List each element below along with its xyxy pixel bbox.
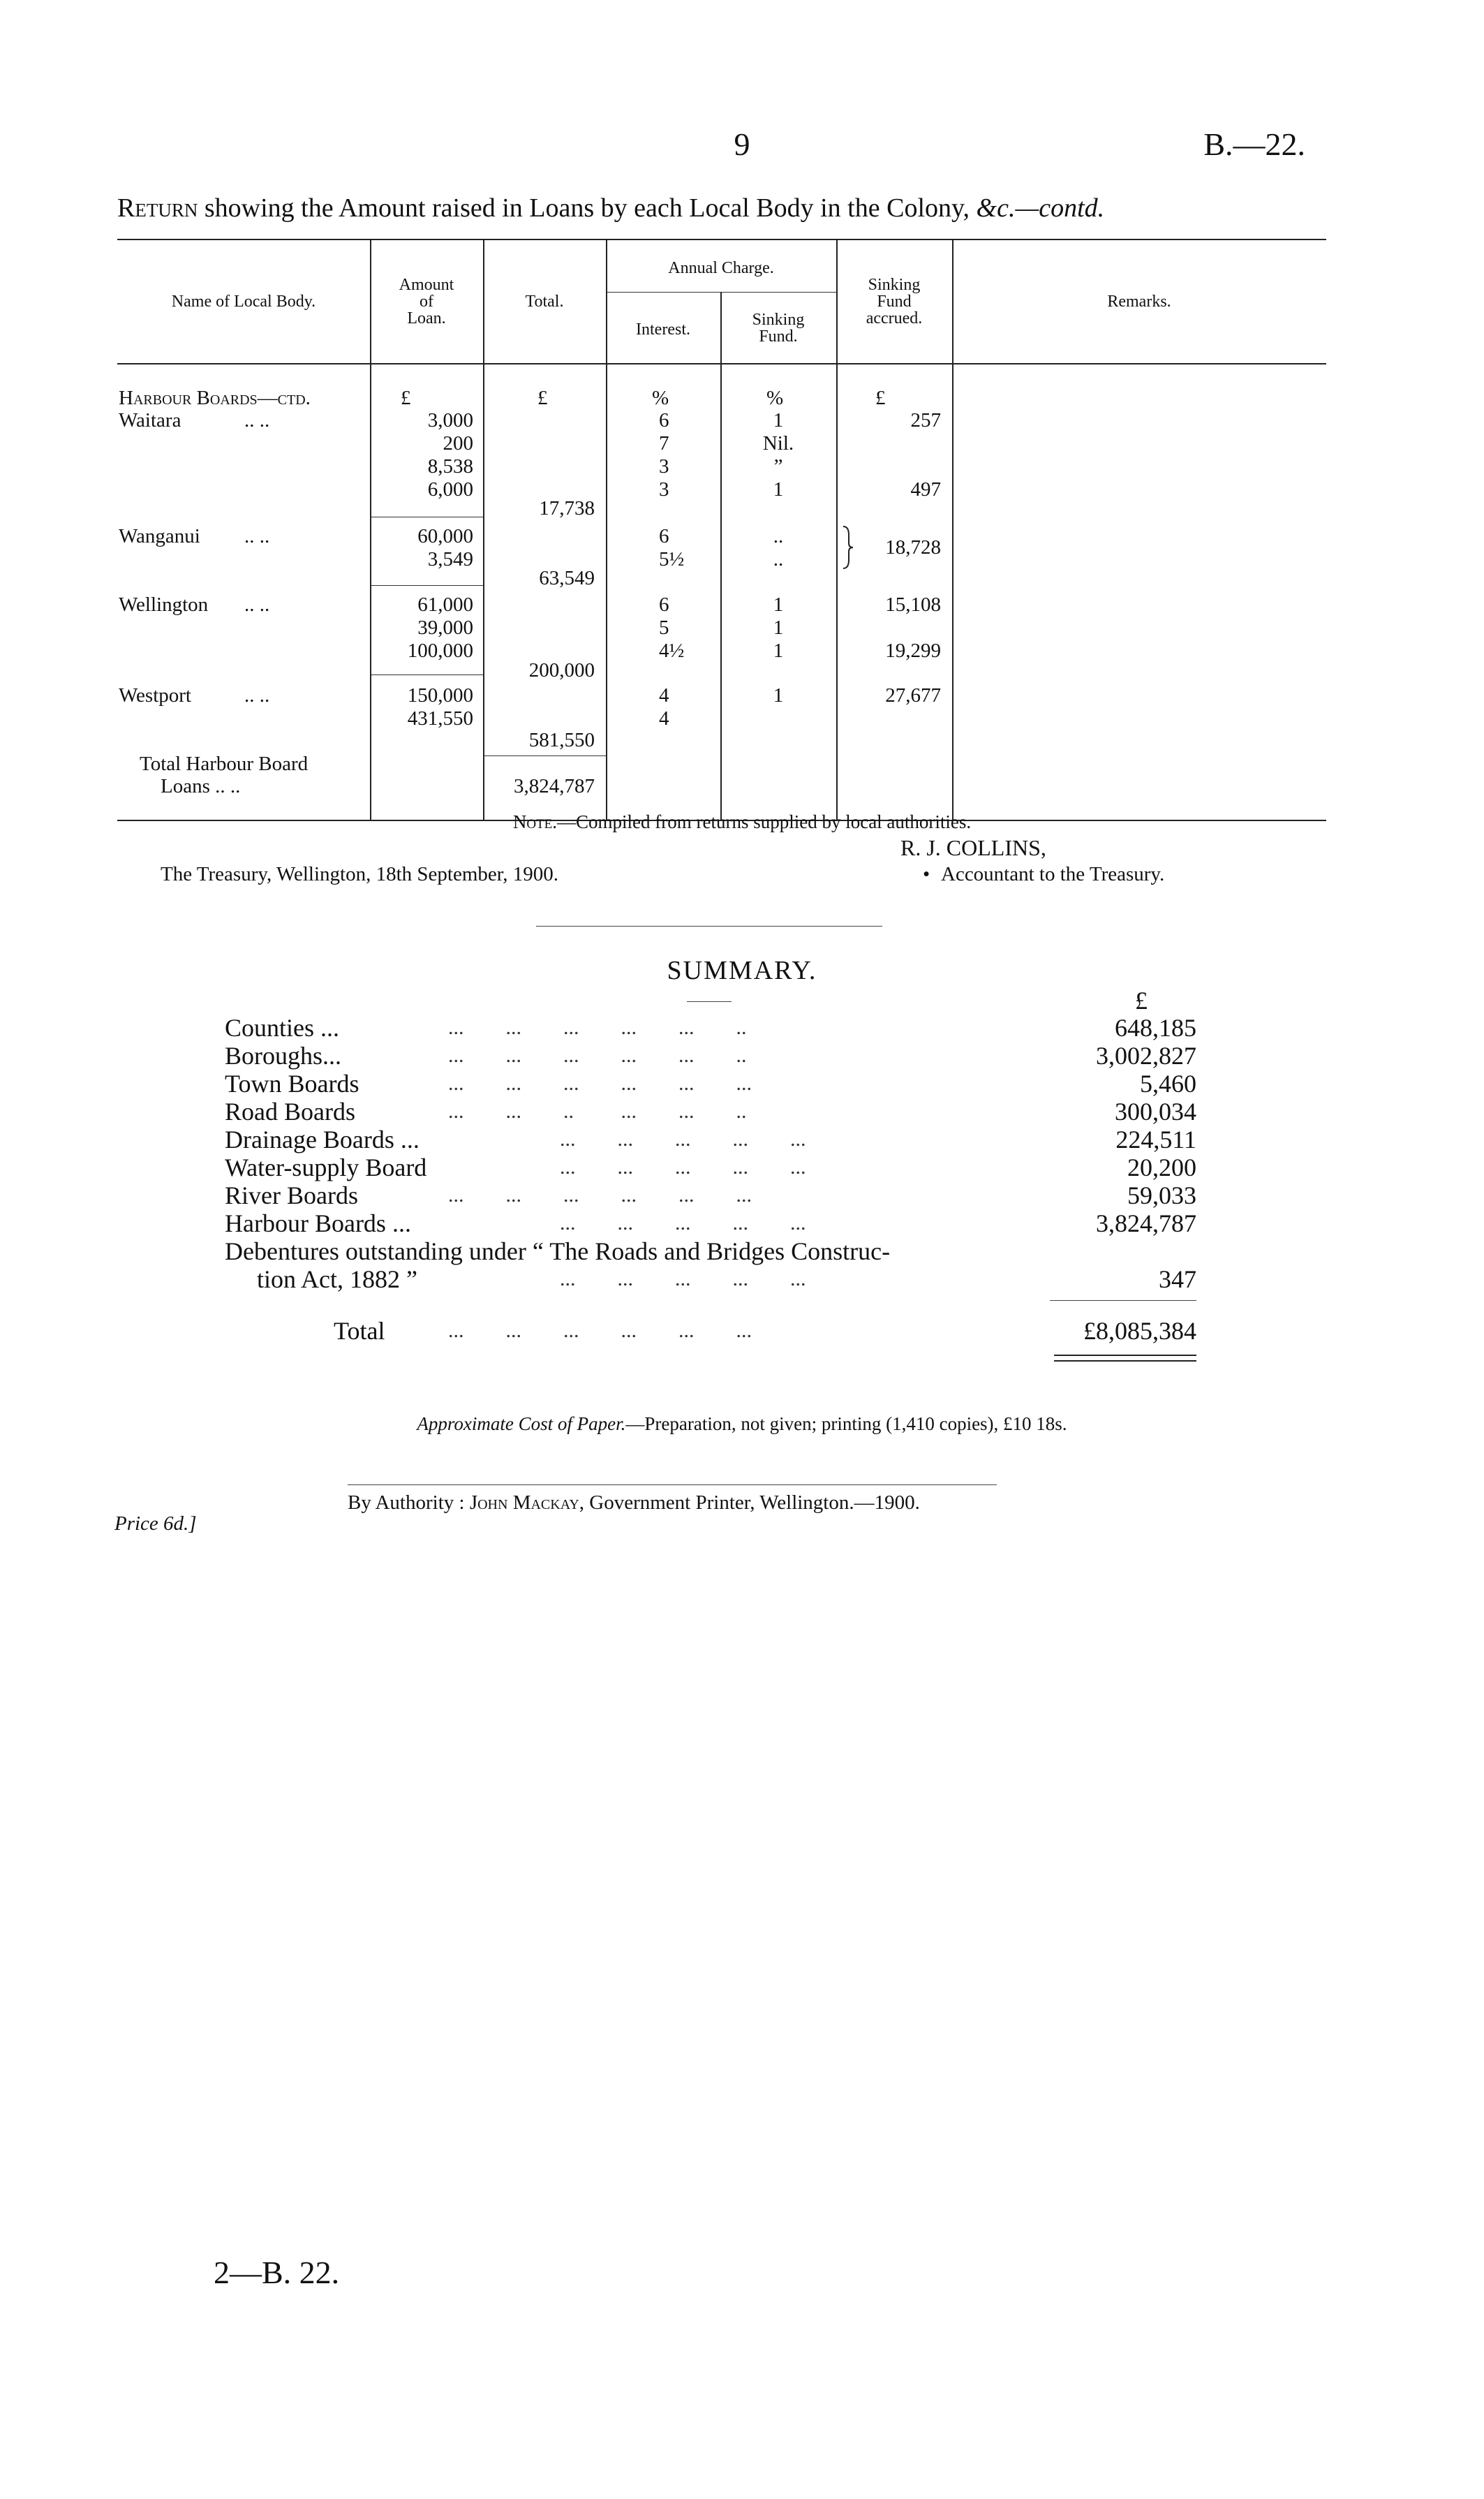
header-sinking-fund — [720, 311, 836, 345]
section-label — [119, 387, 311, 410]
summary-label: Boroughs... — [225, 1042, 342, 1070]
amount-cell: 60,000 — [417, 525, 473, 547]
sinking-cell: ” — [773, 455, 783, 478]
total-cell: 17,738 — [539, 497, 595, 519]
sinking-cell: .. — [773, 548, 784, 570]
summary-value: 648,185 — [1115, 1014, 1196, 1042]
summary-value: 347 — [1159, 1265, 1196, 1293]
unit-amount: £ — [401, 387, 411, 409]
amount-cell: 6,000 — [427, 478, 473, 501]
cost-lead: Approximate Cost of Paper. — [417, 1413, 626, 1434]
amount-cell: 431,550 — [407, 707, 473, 730]
accrued-cell: 257 — [910, 409, 941, 432]
authority-line — [348, 1491, 920, 1514]
amount-cell: 100,000 — [407, 640, 473, 662]
summary-value: 300,034 — [1115, 1098, 1196, 1126]
summary-value: 3,824,787 — [1096, 1209, 1196, 1237]
unit-total: £ — [537, 387, 548, 409]
accrued-cell: 497 — [910, 478, 941, 501]
title-lead: Return — [117, 193, 198, 223]
amount-cell: 3,549 — [427, 548, 473, 570]
summary-label: Drainage Boards ... — [225, 1126, 420, 1153]
header-interest: Interest. — [636, 320, 690, 339]
section-divider — [536, 926, 882, 927]
sinking-cell: 1 — [773, 640, 784, 662]
body-name: Wellington — [119, 594, 209, 616]
header-sinking-line: Fund. — [759, 327, 798, 346]
header-accrued-line: Sinking — [868, 276, 921, 294]
body-name: Wanganui — [119, 525, 200, 547]
sinking-cell: Nil. — [762, 432, 794, 455]
summary-label: Water-supply Board — [225, 1153, 427, 1181]
total-cell: 581,550 — [528, 729, 595, 751]
authority-lead: By Authority : — [348, 1491, 470, 1514]
amount-cell: 61,000 — [417, 594, 473, 616]
interest-cell: 6 — [659, 409, 669, 432]
summary-total-label: Total — [334, 1317, 385, 1345]
double-rule — [1054, 1355, 1196, 1356]
row-dots: .. .. — [244, 684, 270, 707]
row-dots: .. .. — [244, 594, 270, 616]
summary-label: Harbour Boards ... — [225, 1209, 411, 1237]
sinking-cell: .. — [773, 525, 784, 547]
interest-cell: 7 — [659, 432, 669, 455]
place-date: The Treasury, Wellington, 18th September, 1900. — [161, 863, 559, 885]
header-sinking-line: Sinking — [752, 311, 805, 329]
unit-accrued: £ — [875, 387, 886, 409]
cost-of-paper — [0, 1413, 1484, 1435]
body-name: Westport — [119, 684, 191, 707]
document-code: B.—22. — [1203, 126, 1305, 162]
summary-label: Town Boards — [225, 1070, 359, 1098]
header-remarks: Remarks. — [1107, 293, 1171, 311]
header-annual-charge: Annual Charge. — [668, 259, 774, 277]
title-contd: &c.—contd. — [976, 193, 1105, 223]
interest-cell: 6 — [659, 525, 669, 547]
total-label: Total Harbour Board — [140, 753, 309, 775]
summary-value: 3,002,827 — [1096, 1042, 1196, 1070]
accrued-cell: 27,677 — [885, 684, 941, 707]
sinking-cell: 1 — [773, 617, 784, 639]
interest-cell: 3 — [659, 478, 669, 501]
header-sinking-accrued — [836, 277, 952, 327]
summary-value: 5,460 — [1140, 1070, 1196, 1098]
header-amount-line: Loan. — [407, 309, 446, 327]
interest-cell: 6 — [659, 594, 669, 616]
authority-rule — [348, 1484, 997, 1485]
signer-name: R. J. COLLINS, — [900, 835, 1046, 860]
amount-cell: 39,000 — [417, 617, 473, 639]
row-dots: .. .. — [244, 409, 270, 432]
total-cell: 63,549 — [539, 567, 595, 589]
interest-cell: 4½ — [659, 640, 685, 662]
header-name: Name of Local Body. — [171, 293, 316, 311]
summary-total-value: £8,085,384 — [1083, 1317, 1196, 1345]
sinking-cell: 1 — [773, 594, 784, 616]
summary-title: SUMMARY. — [667, 956, 817, 985]
body-name: Waitara — [119, 409, 181, 432]
summary-label: Road Boards — [225, 1098, 355, 1126]
title-text: showing the Amount raised in Loans by each Local Body in the Colony, — [198, 193, 977, 223]
unit-interest: % — [652, 387, 669, 409]
sinking-cell: 1 — [773, 478, 784, 501]
cost-text: —Preparation, not given; printing (1,410 copies), £10 18s. — [625, 1413, 1067, 1434]
summary-title-rule — [687, 1001, 732, 1002]
header-accrued-line: accrued. — [866, 309, 923, 327]
page-title — [117, 193, 1318, 223]
interest-cell: 5 — [659, 617, 669, 639]
row-dots: .. .. — [244, 525, 270, 547]
accrued-cell: 19,299 — [885, 640, 941, 662]
summary-value: 20,200 — [1127, 1153, 1196, 1181]
amount-cell: 8,538 — [427, 455, 473, 478]
interest-cell: 5½ — [659, 548, 685, 570]
summary-value: 224,511 — [1115, 1126, 1196, 1153]
signer-title: Accountant to the Treasury. — [941, 863, 1165, 885]
authority-printer: John Mackay — [469, 1491, 579, 1514]
signature-bullet: • — [923, 863, 930, 885]
summary-label: Counties ... — [225, 1014, 340, 1042]
header-amount-line: Amount — [399, 276, 454, 294]
sinking-cell: 1 — [773, 684, 784, 707]
summary-unit: £ — [1135, 987, 1148, 1015]
table-note — [0, 811, 1484, 833]
authority-text: , Government Printer, Wellington.—1900. — [579, 1491, 920, 1514]
total-cell: 200,000 — [528, 659, 595, 681]
header-total: Total. — [525, 293, 564, 311]
double-rule — [1054, 1360, 1196, 1362]
interest-cell: 3 — [659, 455, 669, 478]
note-lead: Note. — [512, 811, 558, 832]
summary-value: 59,033 — [1127, 1181, 1196, 1209]
price: Price 6d.] — [114, 1512, 197, 1535]
accrued-cell: 15,108 — [885, 594, 941, 616]
header-amount-line: of — [420, 293, 433, 311]
amount-cell: 3,000 — [427, 409, 473, 432]
summary-label: Debentures outstanding under “ The Roads and Bridges Construc- — [225, 1237, 891, 1265]
amount-cell: 200 — [443, 432, 473, 455]
note-text: —Compiled from returns supplied by local authorities. — [557, 811, 972, 832]
summary-label: River Boards — [225, 1181, 358, 1209]
section-label-text: Harbour Boards—ctd. — [119, 387, 311, 409]
grand-total-cell: 3,824,787 — [514, 775, 595, 797]
unit-sinking: % — [766, 387, 784, 409]
amount-cell: 150,000 — [407, 684, 473, 707]
accrued-cell: 18,728 — [885, 536, 941, 559]
page-number: 9 — [734, 126, 750, 162]
total-label: Loans .. .. — [161, 775, 241, 797]
total-rule — [1050, 1300, 1196, 1301]
interest-cell: 4 — [659, 684, 669, 707]
interest-cell: 4 — [659, 707, 669, 730]
footer-signature: 2—B. 22. — [214, 2255, 340, 2290]
sinking-cell: 1 — [773, 409, 784, 432]
summary-label: tion Act, 1882 ” — [257, 1265, 417, 1293]
header-amount — [370, 277, 483, 327]
header-accrued-line: Fund — [877, 293, 912, 311]
